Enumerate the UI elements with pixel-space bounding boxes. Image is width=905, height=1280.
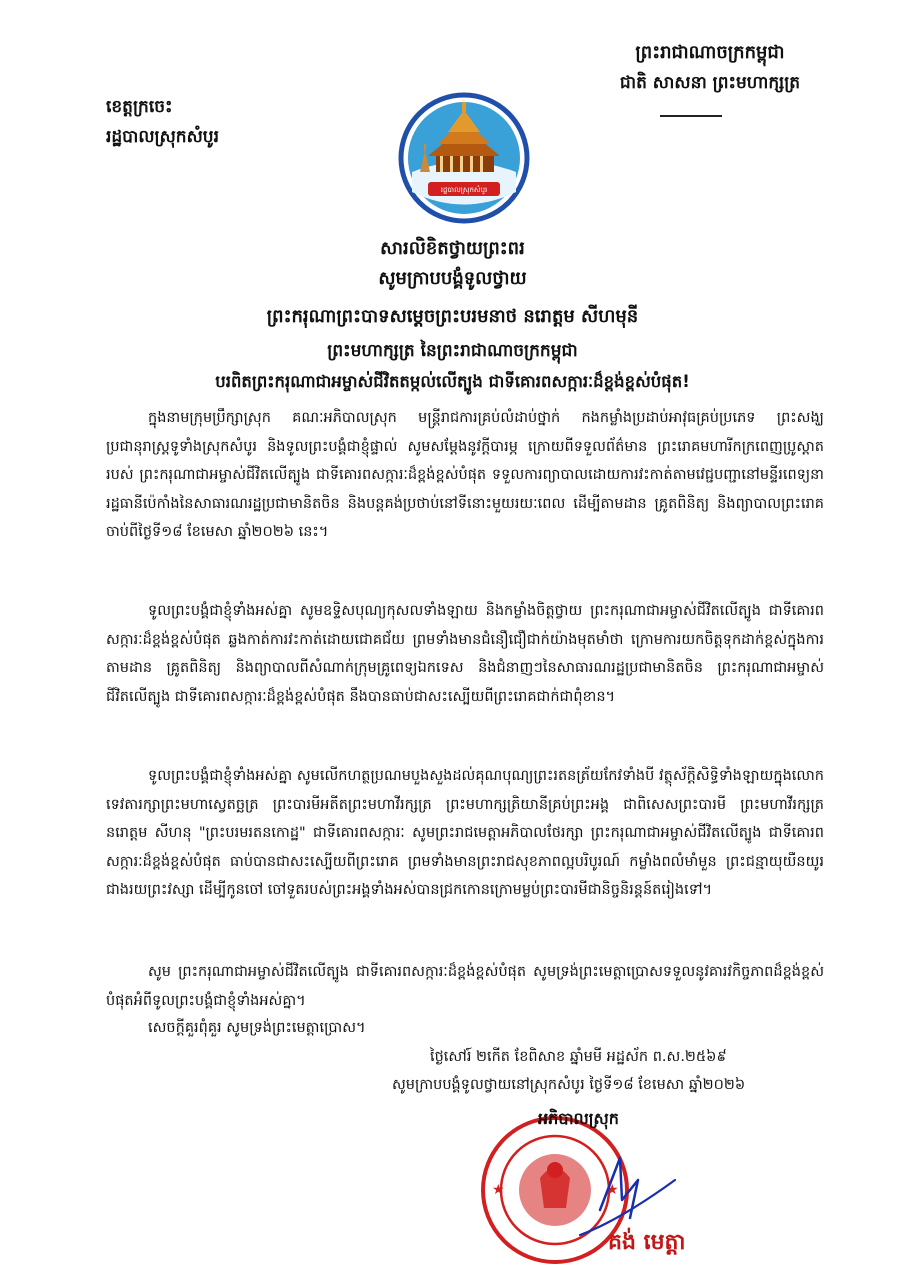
district-label: រដ្ឋបាលស្រុកសំបូរ [106,127,219,147]
king-title-line: ព្រះមហាក្សត្រ នៃព្រះរាជាណាចក្រកម្ពុជា [327,341,578,361]
signer-name: គង់ មេត្តា [608,1230,686,1255]
body-paragraph-3: ទូលព្រះបង្គំជាខ្ញុំទាំងអស់គ្នា សូមលើកហត្ថប្រណមបួងសួងដល់គុណបុណ្យព្រះរតនត្រ័យកែវទាំងបី វត្ថុស័ក្តិសិទ្ធិទាំងឡាយក្នុងលោក ទេវតារក្សាព្រះមហាស្វេតច្ឆត្រ ព្រះបារមីអតីតព្រះមហាវីរក្សត្រ ព្រះមហាក្សត្រិយានីគ្រប់ព្រះអង្គ ជាពិសេសព្រះបារមី ព្រះមហាវីរក្សត្រ នរោត្តម សីហនុ "ព្រះបរមរតនកោដ្ឋ" ជាទីគោរពសក្ការៈ សូមព្រះរាជមេត្តាអភិបាលថែរក្សា ព្រះករុណាជាអម្ចាស់ជីវិតលើត្បូង ជាទីគោរពសក្ការៈដ៏ខ្ពង់ខ្ពស់បំផុត ធាប់បានជាសះស្បើយពីព្រះរោគ ព្រមទាំងមានព្រះរាជសុខភាពល្អបរិបូរណ៍ កម្លាំងពលំមាំមួន ព្រះជន្មាយុយឺនយូរជាងរយព្រះវស្សា ដើម្បីកូនចៅ ចៅទួតរបស់ព្រះអង្គទាំងអស់បានជ្រកកោនក្រោមម្លប់ព្រះបារមីជានិច្ចនិរន្តន៍តរៀងទៅ។ [106,768,824,898]
salutation-line: សូមក្រាបបង្គំទូលថ្វាយ [378,268,527,289]
honorific-line: បរពិតព្រះករុណាជាអម្ចាស់ជីវិតតម្កល់លើត្បូង ជាទីគោរពសក្ការៈដ៏ខ្ពង់ខ្ពស់បំផុត! [215,372,690,391]
svg-text:★: ★ [606,1182,619,1198]
motto-divider [660,115,722,117]
kingdom-heading: ព្រះរាជាណាចក្រកម្ពុជា [635,42,785,63]
king-name-line: ព្រះករុណាព្រះបាទសម្តេចព្រះបរមនាថ នរោត្តម សីហមុនី [266,306,639,327]
closing-line: សេចក្តីគួរពុំគួរ សូមទ្រង់ព្រះមេត្តាប្រោស។ [148,1020,366,1036]
logo-caption: រដ្ឋបាលស្រុកសំបូរ [440,186,488,194]
national-motto: ជាតិ សាសនា ព្រះមហាក្សត្រ [619,73,801,93]
body-paragraph-1: ក្នុងនាមក្រុមប្រឹក្សាស្រុក គណៈអភិបាលស្រុក មន្ត្រីរាជការគ្រប់លំដាប់ថ្នាក់ កងកម្លាំងប្រដាប់អាវុធគ្រប់ប្រភេទ ព្រះសង្ឃ ប្រជានុរាស្ត្រទូទាំងស្រុកសំបូរ និងទូលព្រះបង្គំជាខ្ញុំផ្ទាល់ សូមសម្តែងនូវក្តីបារម្ភ ក្រោយពីទទួលព័ត៌មាន ព្រះរោគមហារីកក្រពេញប្រូស្តាត របស់ ព្រះករុណាជាអម្ចាស់ជីវិតលើត្បូង ជាទីគោរពសក្ការៈដ៏ខ្ពង់ខ្ពស់បំផុត ទទួលការព្យាបាលដោយការវះកាត់តាមវេជ្ជបញ្ជានៅមន្ទីរពេទ្យនារដ្ឋធានីប៉េកាំងនៃសាធារណរដ្ឋប្រជាមានិតចិន និងបន្តគង់ប្រថាប់នៅទីនោះមួយរយៈពេល ដើម្បីតាមដាន គ្រូតពិនិត្យ និងព្យាបាលព្រះរោគ ចាប់ពីថ្ងៃទី១៨ ខែមេសា ឆ្នាំ២០២៦ នេះ។ [106,410,824,540]
lunar-date: ថ្ងៃសៅរ៍ ២កើត ខែពិសាខ ឆ្នាំមមី អដ្ឋស័ក ព.ស.២៥៦៩ [430,1049,727,1065]
svg-text:★: ★ [492,1182,505,1198]
letter-title: សារលិខិតថ្វាយព្រះពរ [380,238,525,259]
place-and-date: សូមក្រាបបង្គំទូលថ្វាយនៅស្រុកសំបូរ ថ្ងៃទី១៨ ខែមេសា ឆ្នាំ២០២៦ [392,1077,746,1093]
signer-title: អភិបាលស្រុក [538,1109,619,1128]
body-paragraph-2: ទូលព្រះបង្គំជាខ្ញុំទាំងអស់គ្នា សូមឧទ្ទិសបុណ្យកុសលទាំងឡាយ និងកម្លាំងចិត្តថ្វាយ ព្រះករុណាជាអម្ចាស់ជីវិតលើត្បូង ជាទីគោរពសក្ការៈដ៏ខ្ពង់ខ្ពស់បំផុត ឆ្លងកាត់ការវះកាត់ដោយជោគជ័យ ព្រមទាំងមានជំនឿជឿជាក់យ៉ាងមុតមាំថា ក្រោមការយកចិត្តទុកដាក់ខ្ពស់ក្នុងការតាមដាន គ្រូតពិនិត្យ និងព្យាបាលពីសំណាក់ក្រុមគ្រូពេទ្យឯកទេស និងជំនាញៗនៃសាធារណរដ្ឋប្រជាមានិតចិន ព្រះករុណាជាអម្ចាស់ជីវិតលើត្បូង ជាទីគោរពសក្ការៈដ៏ខ្ពង់ខ្ពស់បំផុត នឹងបានធាប់ជាសះស្បើយពីព្រះរោគជាក់ជាពុំខាន។ [106,603,824,705]
province-label: ខេត្តក្រចេះ [106,97,173,117]
handwritten-signature [560,1140,680,1240]
district-logo [398,92,530,224]
body-paragraph-4: សូម ព្រះករុណាជាអម្ចាស់ជីវិតលើត្បូង ជាទីគោរពសក្ការៈដ៏ខ្ពង់ខ្ពស់បំផុត សូមទ្រង់ព្រះមេត្តាប្រោសទទួលនូវគារវកិច្ចភាពដ៏ខ្ពង់ខ្ពស់បំផុតអំពីទូលព្រះបង្គំជាខ្ញុំទាំងអស់គ្នា។ [106,964,824,1009]
